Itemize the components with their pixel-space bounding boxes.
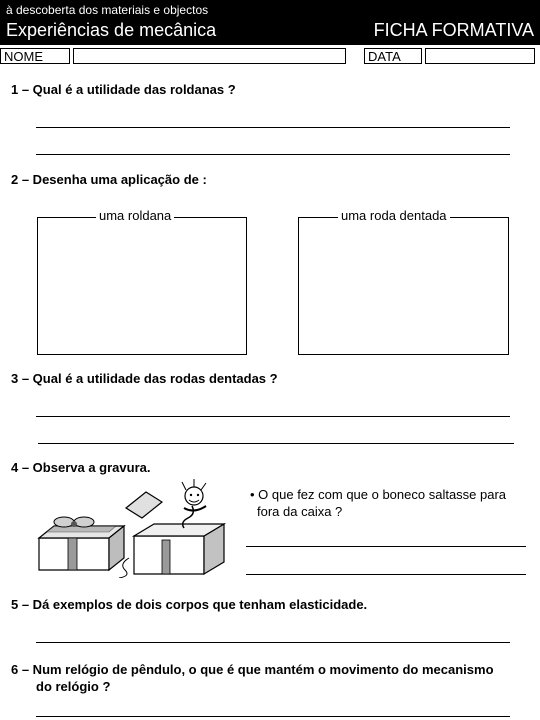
question-5: 5 – Dá exemplos de dois corpos que tenham elasticidade.	[11, 597, 368, 612]
answer-line[interactable]	[246, 546, 526, 547]
header-bar	[0, 0, 540, 45]
question-4: 4 – Observa a gravura.	[11, 460, 151, 475]
date-field[interactable]	[425, 48, 535, 64]
name-label: NOME	[0, 48, 70, 64]
answer-line[interactable]	[36, 154, 510, 155]
header-subtitle: à descoberta dos materiais e objectos	[6, 3, 209, 17]
question-1: 1 – Qual é a utilidade das roldanas ?	[11, 82, 236, 97]
header-badge: FICHA FORMATIVA	[373, 20, 534, 40]
answer-line[interactable]	[36, 416, 510, 417]
drawing-box-pulley[interactable]	[37, 217, 247, 355]
drawing-box-gear-label: uma roda dentada	[338, 208, 450, 223]
question-6-line-1: 6 – Num relógio de pêndulo, o que é que mantém o movimento do mecanismo	[11, 662, 494, 677]
name-field[interactable]	[73, 48, 346, 64]
answer-line[interactable]	[38, 443, 514, 444]
answer-line[interactable]	[36, 127, 510, 128]
jack-in-the-box-illustration	[34, 478, 234, 578]
question-3: 3 – Qual é a utilidade das rodas dentadas ?	[11, 371, 278, 386]
drawing-box-pulley-label: uma roldana	[96, 208, 174, 223]
question-4-prompt-line-1: • O que fez com que o boneco saltasse para	[250, 487, 507, 502]
answer-line[interactable]	[246, 574, 526, 575]
question-6-line-2: do relógio ?	[36, 679, 111, 694]
answer-line[interactable]	[36, 642, 510, 643]
gift-box-icon	[39, 517, 124, 570]
header-title: Experiências de mecânica	[6, 20, 217, 40]
question-4-prompt-line-2: fora da caixa ?	[257, 504, 343, 519]
answer-line[interactable]	[36, 716, 510, 717]
jack-in-the-box-icon	[119, 479, 224, 578]
question-2: 2 – Desenha uma aplicação de :	[11, 172, 207, 187]
drawing-box-gear[interactable]	[298, 217, 509, 355]
date-label: DATA	[364, 48, 422, 64]
